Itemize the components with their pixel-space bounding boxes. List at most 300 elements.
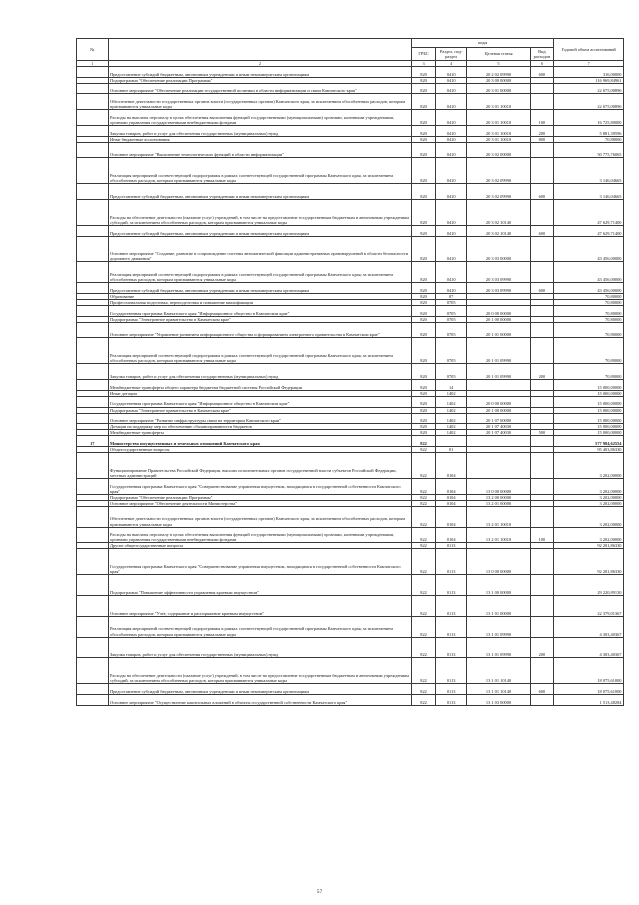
row-section: 0410	[435, 94, 467, 110]
row-amount: 18 075,61000	[554, 658, 624, 684]
row-number	[77, 225, 109, 236]
row-section: 0410	[435, 184, 467, 200]
row-grbs: 822	[412, 684, 436, 695]
row-section: 0104	[435, 527, 467, 543]
row-number	[77, 94, 109, 110]
row-grbs: 820	[412, 225, 436, 236]
row-target: 13 1 01 09990	[467, 637, 530, 658]
row-name: Государственная программа Камчатского края "Совершенствование управления имуществом, находящимся в государственной собственности Камчатского края"	[108, 478, 412, 494]
row-number	[77, 158, 109, 184]
row-name: Иные дотации	[108, 390, 412, 396]
row-amount: 3 202,00000	[554, 527, 624, 543]
header-type: Вид расходов	[530, 48, 554, 61]
row-number	[77, 364, 109, 380]
row-amount: 47 629,71400	[554, 225, 624, 236]
row-section: 0410	[435, 283, 467, 294]
row-number	[77, 322, 109, 338]
row-expense-type: 800	[530, 136, 554, 142]
row-expense-type	[530, 306, 554, 317]
row-amount: 70,80000	[554, 316, 624, 322]
table-row	[77, 236, 624, 262]
header-annual: Годовой объем ассигнований	[554, 39, 624, 61]
row-expense-type: 100	[530, 110, 554, 126]
row-amount: 4 303,40367	[554, 616, 624, 637]
row-number	[77, 506, 109, 527]
row-section: 0410	[435, 158, 467, 184]
row-grbs: 820	[412, 306, 436, 317]
table-row	[77, 436, 624, 447]
row-number	[77, 125, 109, 136]
row-name: Общегосударственные вопросы	[108, 447, 412, 453]
row-grbs: 822	[412, 447, 436, 453]
row-number	[77, 83, 109, 94]
row-amount: 18 075,61000	[554, 684, 624, 695]
row-target: 20 3 01 00000	[467, 83, 530, 94]
row-section: 07	[435, 293, 467, 299]
row-name: Основное мероприятие "Осуществление капитальных вложений в объекты государственной собственности Камчатского края"	[108, 694, 412, 705]
row-expense-type: 200	[530, 125, 554, 136]
table-row	[77, 94, 624, 110]
row-grbs: 820	[412, 77, 436, 83]
row-number	[77, 616, 109, 637]
table-row	[77, 225, 624, 236]
table-row	[77, 380, 624, 391]
row-section: 0113	[435, 575, 467, 596]
row-section: 0104	[435, 506, 467, 527]
header-index: 1	[77, 61, 109, 67]
row-expense-type	[530, 200, 554, 226]
table-row	[77, 262, 624, 283]
table-row	[77, 306, 624, 317]
row-amount: 70,80000	[554, 299, 624, 305]
row-section: 0104	[435, 494, 467, 500]
header-name	[108, 39, 412, 61]
row-name: Расходы на обеспечение деятельности (оказание услуг) учреждений, в том числе на предоставление государственным бюджетным и автономным учреждениям субсидий, за исключением обособленных расходов, которым присваиваются уникальные коды	[108, 658, 412, 684]
header-grbs: ГРБС	[412, 48, 436, 61]
row-name: Иные бюджетные ассигнования	[108, 136, 412, 142]
header-codes: коды	[412, 39, 554, 48]
row-grbs: 820	[412, 380, 436, 391]
row-name: Основное мероприятие "Управление развитием информационного общества и формированием электронного правительства в Камчатском крае"	[108, 322, 412, 338]
row-section: 0705	[435, 299, 467, 305]
row-section: 14	[435, 380, 467, 391]
row-expense-type: 600	[530, 684, 554, 695]
row-target: 13 2 00 00000	[467, 494, 530, 500]
row-expense-type	[530, 694, 554, 705]
row-amount: 15 000,00000	[554, 390, 624, 396]
row-number	[77, 575, 109, 596]
table-row	[77, 527, 624, 543]
row-name: Закупка товаров, работ и услуг для обеспечения государственных (муниципальных) нужд	[108, 637, 412, 658]
row-grbs: 820	[412, 424, 436, 430]
row-name: Основное мероприятие "Развитие инфраструктуры связи на территории Камчатского края"	[108, 413, 412, 424]
row-target: 13 2 01 10010	[467, 506, 530, 527]
table-row	[77, 694, 624, 705]
row-number	[77, 453, 109, 479]
row-amount: 3 202,00000	[554, 494, 624, 500]
row-number	[77, 306, 109, 317]
row-grbs: 820	[412, 184, 436, 200]
header-target: Целевая статья	[467, 48, 530, 61]
row-target	[467, 453, 530, 479]
row-grbs: 820	[412, 338, 436, 364]
table-row	[77, 506, 624, 527]
row-target: 13 1 00 00000	[467, 575, 530, 596]
table-row	[77, 142, 624, 158]
row-grbs: 820	[412, 142, 436, 158]
row-target: 13 1 01 09990	[467, 616, 530, 637]
row-target: 20 1 00 00000	[467, 407, 530, 413]
row-expense-type	[530, 338, 554, 364]
row-section: 0410	[435, 142, 467, 158]
row-section: 0410	[435, 236, 467, 262]
row-expense-type	[530, 83, 554, 94]
row-target: 20 3 02 00000	[467, 142, 530, 158]
row-grbs: 820	[412, 83, 436, 94]
row-expense-type	[530, 158, 554, 184]
row-section: 0410	[435, 67, 467, 78]
row-name: Основное мероприятие "Учет, содержание и распоряжение краевым имуществом"	[108, 595, 412, 616]
row-grbs: 820	[412, 110, 436, 126]
row-amount: 92 201,86330	[554, 549, 624, 575]
row-section: 0705	[435, 306, 467, 317]
row-expense-type: 600	[530, 67, 554, 78]
row-amount: 16 725,80000	[554, 110, 624, 126]
table-row	[77, 575, 624, 596]
row-expense-type: 200	[530, 364, 554, 380]
row-number	[77, 694, 109, 705]
row-target: 13 1 01 00000	[467, 595, 530, 616]
table-row	[77, 616, 624, 637]
row-expense-type	[530, 506, 554, 527]
row-grbs: 820	[412, 125, 436, 136]
row-target: 13 1 01 10140	[467, 684, 530, 695]
row-number	[77, 549, 109, 575]
row-section: 0410	[435, 125, 467, 136]
row-expense-type	[530, 322, 554, 338]
row-amount: 15 000,00000	[554, 380, 624, 391]
row-target: 20 3 02 09990	[467, 158, 530, 184]
row-grbs: 822	[412, 575, 436, 596]
row-number	[77, 684, 109, 695]
row-target: 20 0 00 00000	[467, 396, 530, 407]
row-name: Предоставление субсидий бюджетным, автономным учреждениям и иным некоммерческим организациям	[108, 684, 412, 695]
row-section: 0113	[435, 658, 467, 684]
row-grbs: 822	[412, 506, 436, 527]
header-index: 2	[108, 61, 412, 67]
row-name: Дотации на поддержку мер по обеспечению сбалансированности бюджетов	[108, 424, 412, 430]
row-name: Функционирование Правительства Российской Федерации, высших исполнительных органов государственной власти субъектов Российской Федерации, местных администраций	[108, 453, 412, 479]
row-name: Основное мероприятие "Обеспечение реализации государственной политики в области информатизации и связи Камчатского края"	[108, 83, 412, 94]
row-section: 1402	[435, 430, 467, 436]
row-target: 20 3 01 10010	[467, 94, 530, 110]
row-target: 13 0 00 00000	[467, 478, 530, 494]
row-section: 1402	[435, 407, 467, 413]
row-section: 1402	[435, 396, 467, 407]
row-expense-type: 500	[530, 430, 554, 436]
row-number	[77, 478, 109, 494]
table-row	[77, 364, 624, 380]
row-name: Расходы на обеспечение деятельности (оказание услуг) учреждений, в том числе на предоставление государственным бюджетным и автономным учреждениям субсидий, за исключением обособленных расходов, которым присваиваются уникальные коды	[108, 200, 412, 226]
row-amount: 3 202,00000	[554, 506, 624, 527]
row-name: Обеспечение деятельности государственных органов власти (государственных органов) Камчатского края, за исключением обособленных расходов, которым присваиваются уникальные коды	[108, 506, 412, 527]
row-grbs: 820	[412, 413, 436, 424]
row-amount: 3 202,00000	[554, 478, 624, 494]
table-row	[77, 478, 624, 494]
row-amount: 3 146,04665	[554, 184, 624, 200]
row-expense-type	[530, 549, 554, 575]
row-section: 0410	[435, 110, 467, 126]
row-section: 0410	[435, 262, 467, 283]
row-amount: 95 403,86330	[554, 447, 624, 453]
row-amount: 43 456,00000	[554, 262, 624, 283]
row-amount: 29 220,89130	[554, 575, 624, 596]
row-name: Обеспечение деятельности государственных органов власти (государственных органов) Камчатского края, за исключением обособленных расходов, которым присваиваются уникальные коды	[108, 94, 412, 110]
row-grbs: 820	[412, 396, 436, 407]
row-number	[77, 67, 109, 78]
header-index: 3	[412, 61, 436, 67]
table-row	[77, 125, 624, 136]
row-section: 0410	[435, 83, 467, 94]
row-name: Предоставление субсидий бюджетным, автономным учреждениям и иным некоммерческим организациям	[108, 225, 412, 236]
row-name: Реализация мероприятий соответствующей подпрограммы в рамках соответствующей государственной программы Камчатского края, за исключением обособленных расходов, которым присваиваются уникальные коды	[108, 616, 412, 637]
row-amount: 3 146,04665	[554, 158, 624, 184]
row-grbs: 820	[412, 322, 436, 338]
row-expense-type	[530, 453, 554, 479]
row-amount: 15 000,00000	[554, 396, 624, 407]
row-number	[77, 595, 109, 616]
row-number	[77, 637, 109, 658]
page-number: 57	[316, 889, 323, 895]
row-number	[77, 142, 109, 158]
row-target: 20 3 02 10140	[467, 225, 530, 236]
row-grbs: 822	[412, 595, 436, 616]
row-expense-type: 600	[530, 184, 554, 200]
row-section: 0113	[435, 637, 467, 658]
row-expense-type	[530, 478, 554, 494]
row-amount: 70,80000	[554, 364, 624, 380]
row-target: 13 2 01 00000	[467, 500, 530, 506]
row-grbs: 822	[412, 543, 436, 549]
row-expense-type: 200	[530, 637, 554, 658]
row-name: Межбюджетные трансферты общего характера бюджетам бюджетной системы Российской Федерации	[108, 380, 412, 391]
row-grbs: 820	[412, 316, 436, 322]
row-target	[467, 380, 530, 391]
row-number	[77, 200, 109, 226]
row-section: 1402	[435, 390, 467, 396]
row-target: 20 3 00 00000	[467, 77, 530, 83]
row-section: 0410	[435, 200, 467, 226]
row-section: 0113	[435, 694, 467, 705]
header-index: 5	[467, 61, 530, 67]
row-name: Реализация мероприятий соответствующей подпрограммы в рамках соответствующей государственной программы Камчатского края, за исключением обособленных расходов, которым присваиваются уникальные коды	[108, 338, 412, 364]
table-row	[77, 184, 624, 200]
row-amount: 15 000,00000	[554, 413, 624, 424]
row-section: 0705	[435, 364, 467, 380]
row-section: 0705	[435, 322, 467, 338]
row-amount: 316,00000	[554, 67, 624, 78]
table-row	[77, 110, 624, 126]
row-section: 0705	[435, 338, 467, 364]
row-section: 01	[435, 447, 467, 453]
row-grbs: 822	[412, 500, 436, 506]
row-name: Профессиональная подготовка, переподготовка и повышение квалификации	[108, 299, 412, 305]
row-name: Основное мероприятие "Выполнение технологических функций в области информатизации"	[108, 142, 412, 158]
row-name: Государственная программа Камчатского края "Информационное общество в Камчатском крае"	[108, 306, 412, 317]
row-expense-type	[530, 413, 554, 424]
row-target: 13 1 03 00000	[467, 694, 530, 705]
row-grbs: 820	[412, 94, 436, 110]
row-target: 20 3 03 09990	[467, 262, 530, 283]
row-amount: 22 675,00896	[554, 83, 624, 94]
row-number	[77, 658, 109, 684]
row-target: 20 1 07 00000	[467, 413, 530, 424]
row-section: 0113	[435, 595, 467, 616]
row-name: Государственная программа Камчатского края "Совершенствование управления имуществом, находящимся в государственной собственности Камчатского края"	[108, 549, 412, 575]
budget-table	[76, 38, 624, 706]
table-header	[77, 39, 624, 67]
row-name: Основное мероприятие "Обеспечение деятельности Министерства"	[108, 500, 412, 506]
row-target: 20 0 00 00000	[467, 306, 530, 317]
row-target: 20 1 00 00000	[467, 316, 530, 322]
row-number	[77, 110, 109, 126]
row-grbs: 822	[412, 478, 436, 494]
table-row	[77, 200, 624, 226]
row-expense-type	[530, 595, 554, 616]
row-target: 20 1 01 09990	[467, 364, 530, 380]
row-target: 20 2 02 09990	[467, 67, 530, 78]
row-amount: 50 775,76065	[554, 142, 624, 158]
row-amount: 5 881,39596	[554, 125, 624, 136]
row-amount: 47 629,71400	[554, 200, 624, 226]
row-grbs: 820	[412, 200, 436, 226]
row-grbs: 820	[412, 390, 436, 396]
row-name: Реализация мероприятий соответствующей подпрограммы в рамках соответствующей государственной программы Камчатского края, за исключением обособленных расходов, которым присваиваются уникальные коды	[108, 262, 412, 283]
row-number	[77, 338, 109, 364]
row-name: Реализация мероприятий соответствующей подпрограммы в рамках соответствующей государственной программы Камчатского края, за исключением обособленных расходов, которым присваиваются уникальные коды	[108, 158, 412, 184]
table-row	[77, 453, 624, 479]
row-target: 13 0 00 00000	[467, 549, 530, 575]
row-name: Закупка товаров, работ и услуг для обеспечения государственных (муниципальных) нужд	[108, 364, 412, 380]
row-number	[77, 380, 109, 391]
row-section	[435, 436, 467, 447]
header-index: 4	[435, 61, 467, 67]
row-expense-type	[530, 236, 554, 262]
row-amount: 15 000,00000	[554, 430, 624, 436]
row-grbs: 820	[412, 293, 436, 299]
row-number	[77, 283, 109, 294]
row-grbs: 820	[412, 283, 436, 294]
row-expense-type	[530, 658, 554, 684]
row-section: 0104	[435, 500, 467, 506]
row-name: Государственная программа Камчатского края "Информационное общество в Камчатском крае"	[108, 396, 412, 407]
row-target	[467, 436, 530, 447]
row-amount: 92 201,86330	[554, 543, 624, 549]
row-amount: 70,80000	[554, 293, 624, 299]
row-amount: 70,80000	[554, 322, 624, 338]
row-target: 13 1 01 10140	[467, 658, 530, 684]
row-target: 20 1 01 00000	[467, 322, 530, 338]
row-expense-type	[530, 575, 554, 596]
row-name: Другие общегосударственные вопросы	[108, 543, 412, 549]
row-target: 20 3 02 09990	[467, 184, 530, 200]
row-grbs: 822	[412, 549, 436, 575]
row-target: 20 1 07 40030	[467, 424, 530, 430]
row-amount: 22 379,01367	[554, 595, 624, 616]
row-amount: 4 303,40367	[554, 637, 624, 658]
row-target: 20 3 03 00000	[467, 236, 530, 262]
table-row	[77, 338, 624, 364]
row-target: 20 3 01 10010	[467, 125, 530, 136]
row-section: 1402	[435, 413, 467, 424]
row-grbs: 822	[412, 637, 436, 658]
table-row	[77, 83, 624, 94]
row-amount: 43 456,00000	[554, 236, 624, 262]
row-target: 20 3 01 10010	[467, 136, 530, 142]
row-section: 0104	[435, 478, 467, 494]
row-grbs: 820	[412, 67, 436, 78]
row-expense-type: 600	[530, 225, 554, 236]
row-number	[77, 236, 109, 262]
row-name: Министерство имущественных и земельных отношений Камчатского края	[108, 436, 412, 447]
table-row	[77, 396, 624, 407]
table-row	[77, 549, 624, 575]
row-amount: 70,80000	[554, 306, 624, 317]
row-amount: 43 456,00000	[554, 283, 624, 294]
table-row	[77, 595, 624, 616]
row-number	[77, 413, 109, 424]
row-amount: 15 000,00000	[554, 424, 624, 430]
table-row	[77, 684, 624, 695]
row-target: 13 2 01 10010	[467, 527, 530, 543]
row-name: Подпрограмма "Обеспечение реализации Программы"	[108, 494, 412, 500]
row-name: Расходы на выплаты персоналу в целях обеспечения выполнения функций государственными (муниципальными) органами, казенными учреждениями, органами управления государственными внебюджетными фондами	[108, 110, 412, 126]
row-name: Подпрограмма "Электронное правительство в Камчатском крае"	[108, 316, 412, 322]
header-section: Раздел, под-раздел	[435, 48, 467, 61]
row-amount: 3 202,00000	[554, 453, 624, 479]
row-grbs: 822	[412, 436, 436, 447]
row-expense-type	[530, 436, 554, 447]
row-grbs: 820	[412, 364, 436, 380]
row-grbs: 822	[412, 494, 436, 500]
row-target: 20 1 01 09990	[467, 338, 530, 364]
row-amount: 577 984,62554	[554, 436, 624, 447]
row-grbs: 820	[412, 236, 436, 262]
row-name: Предоставление субсидий бюджетным, автономным учреждениям и иным некоммерческим организациям	[108, 184, 412, 200]
table-row	[77, 283, 624, 294]
table-row	[77, 637, 624, 658]
row-name: Основное мероприятие "Создание, развитие и сопровождение системы автоматической фиксации административных правонарушений в области безопасности дорожного движения"	[108, 236, 412, 262]
row-name: Межбюджетные трансферты	[108, 430, 412, 436]
header-num: №	[77, 39, 109, 61]
row-grbs: 820	[412, 158, 436, 184]
row-amount: 1 513,48284	[554, 694, 624, 705]
row-target: 20 3 02 10140	[467, 200, 530, 226]
row-target: 20 3 03 09990	[467, 283, 530, 294]
row-grbs: 820	[412, 262, 436, 283]
table-row	[77, 322, 624, 338]
row-section: 0410	[435, 77, 467, 83]
row-grbs: 820	[412, 136, 436, 142]
table-row	[77, 158, 624, 184]
row-expense-type	[530, 94, 554, 110]
row-section: 0113	[435, 616, 467, 637]
row-name: Закупка товаров, работ и услуг для обеспечения государственных (муниципальных) нужд	[108, 125, 412, 136]
row-section: 0113	[435, 543, 467, 549]
row-grbs: 822	[412, 453, 436, 479]
row-target: 20 3 01 10010	[467, 110, 530, 126]
header-index: 6	[530, 61, 554, 67]
